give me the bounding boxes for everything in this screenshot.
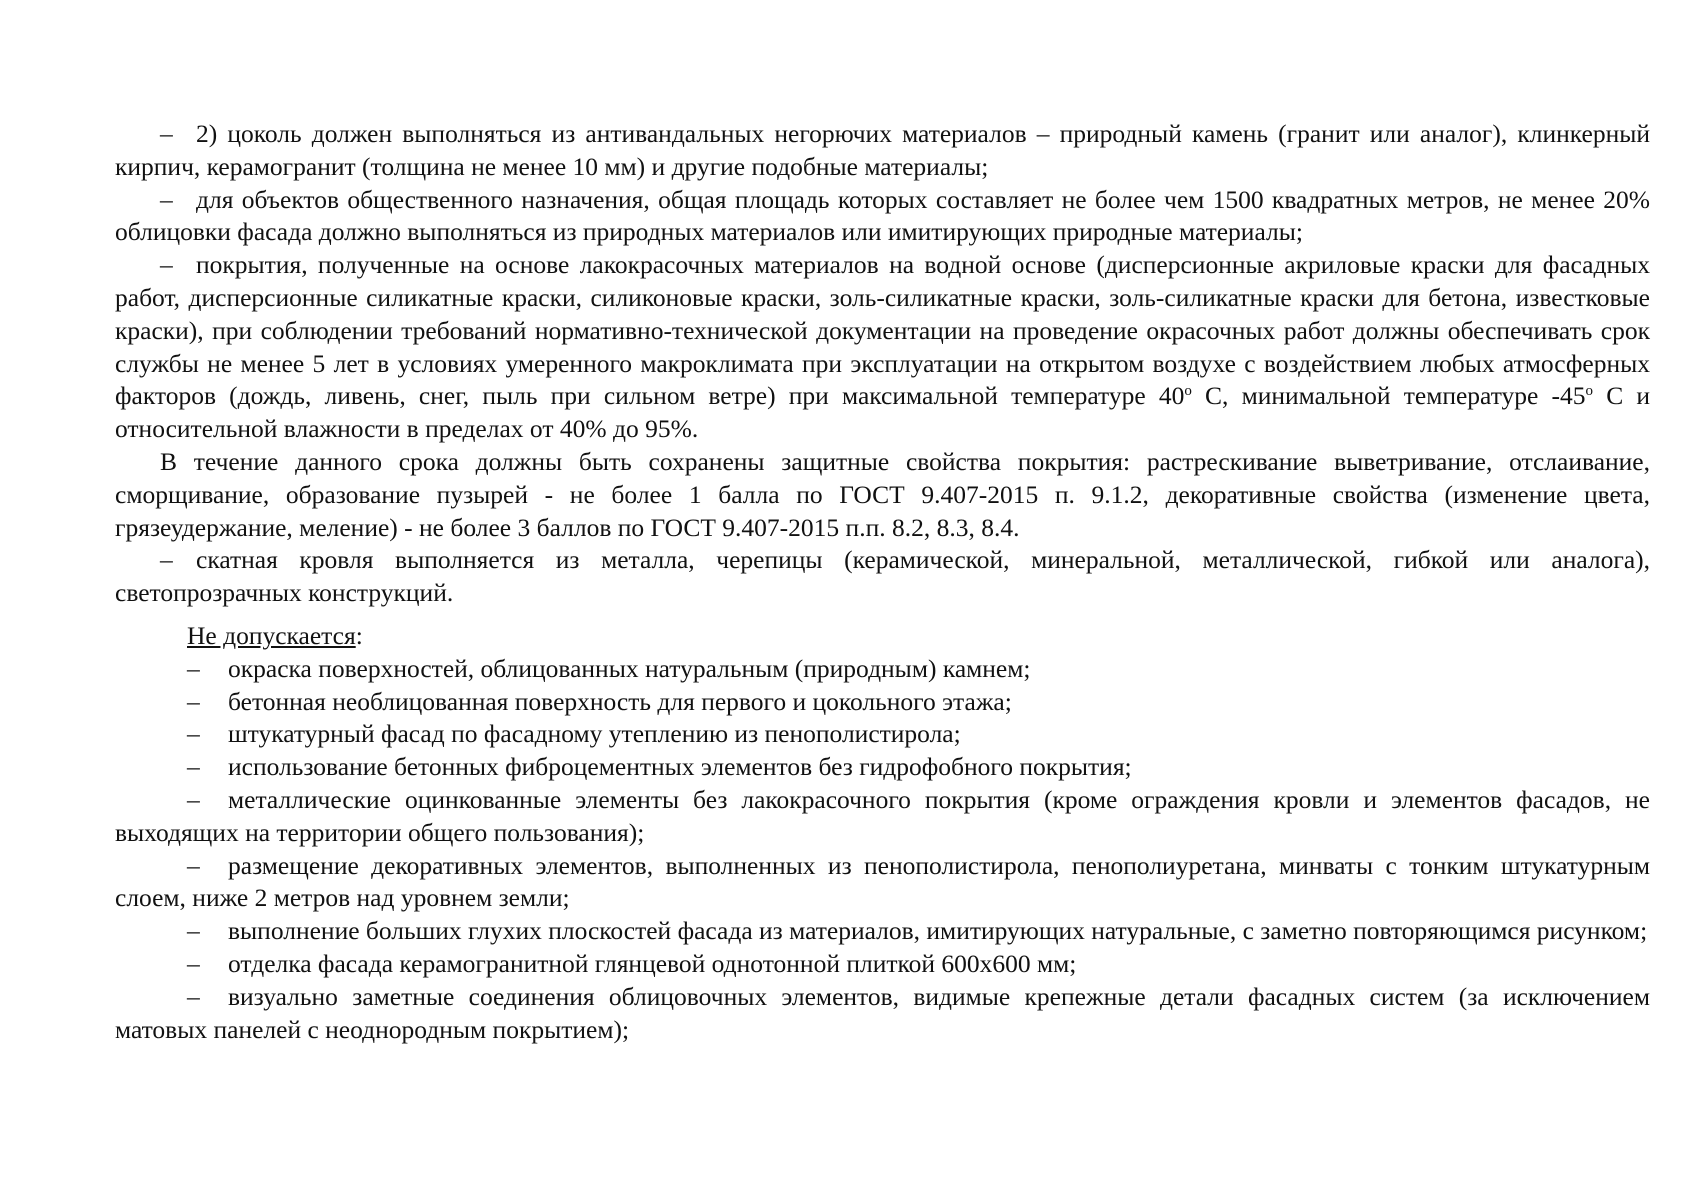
dash-marker: – bbox=[187, 916, 200, 946]
list-item-text: для объектов общественного назначения, общая площадь которых составляет не более чем 1500 квадратных метров, не менее 20% облицовки фасада должно выполняться из природных материалов или имитирующих природные материалы; bbox=[115, 184, 1650, 247]
list-item-text: отделка фасада керамогранитной глянцевой однотонной плиткой 600х600 мм; bbox=[228, 948, 1077, 978]
list-item bbox=[115, 751, 1650, 784]
dash-marker: – bbox=[160, 545, 173, 575]
list-item bbox=[115, 948, 1650, 981]
paragraph-retention: В течение данного срока должны быть сохранены защитные свойства покрытия: растрескивание выветривание, отслаивание, сморщивание, образование пузырей - не более 1 балла по ГОСТ 9.407-2015 п. 9.1.2, декоративные свойства (изменение цвета, грязеудержание, меление) - не более 3 баллов по ГОСТ 9.407-2015 п.п. 8.2, 8.3, 8.4. bbox=[115, 446, 1650, 542]
list-item bbox=[115, 981, 1650, 1047]
dash-marker: – bbox=[187, 981, 200, 1011]
list-item-coatings bbox=[115, 249, 1650, 446]
list-item-text: использование бетонных фиброцементных элементов без гидрофобного покрытия; bbox=[228, 752, 1132, 782]
degree-symbol: o bbox=[1585, 383, 1594, 400]
not-allowed-list bbox=[115, 653, 1650, 1047]
list-item-roof bbox=[115, 544, 1650, 610]
dash-marker: – bbox=[160, 250, 173, 280]
list-item-text: скатная кровля выполняется из металла, черепицы (керамической, минеральной, металлической, гибкой или аналога), светопрозрачных конструкций. bbox=[115, 545, 1650, 608]
not-allowed-heading bbox=[115, 620, 1650, 653]
dash-marker: – bbox=[187, 948, 200, 978]
dash-marker: – bbox=[160, 119, 173, 148]
dash-marker: – bbox=[187, 719, 200, 749]
list-item bbox=[115, 718, 1650, 751]
list-item bbox=[115, 784, 1650, 850]
dash-marker: – bbox=[187, 686, 200, 716]
list-item-text: окраска поверхностей, облицованных натуральным (природным) камнем; bbox=[228, 653, 1031, 683]
list-item-text: С и относительной влажности в пределах от 40% до 95%. bbox=[115, 381, 1651, 444]
dash-marker: – bbox=[187, 752, 200, 782]
list-item-text: размещение декоративных элементов, выполненных из пенополистирола, пенополиуретана, минваты с тонким штукатурным слоем, ниже 2 метров над уровнем земли; bbox=[115, 850, 1650, 913]
list-item-text: визуально заметные соединения облицовочных элементов, видимые крепежные детали фасадных систем (за исключением матовых панелей с неоднородным покрытием); bbox=[115, 981, 1650, 1044]
list-item-text: штукатурный фасад по фасадному утеплению из пенополистирола; bbox=[228, 719, 961, 749]
list-item-plinth bbox=[115, 118, 1650, 184]
list-item bbox=[115, 653, 1650, 686]
list-item-text: покрытия, полученные на основе лакокрасочных материалов на водной основе (дисперсионные акриловые краски для фасадных работ, дисперсионные силикатные краски, силиконовые краски, золь-силикатные краски, золь-силикатные краски для бетона, известковые краски), при соблюдении требований нормативно-технической документации на проведение окрасочных работ должны обеспечивать срок службы не менее 5 лет в условиях умеренного макроклимата при эксплуатации на открытом воздухе с воздействием любых атмосферных факторов (дождь, ливень, снег, пыль при сильном ветре) при максимальной температуре 40 bbox=[115, 250, 1650, 411]
heading-colon: : bbox=[355, 620, 363, 650]
list-item bbox=[115, 915, 1650, 948]
list-item-text: бетонная необлицованная поверхность для первого и цокольного этажа; bbox=[228, 686, 1012, 716]
dash-marker: – bbox=[187, 653, 200, 683]
dash-marker: – bbox=[187, 850, 200, 880]
document-body bbox=[115, 118, 1650, 1046]
list-item-public-buildings bbox=[115, 184, 1650, 250]
dash-marker: – bbox=[187, 784, 200, 814]
list-item bbox=[115, 850, 1650, 916]
dash-marker: – bbox=[160, 184, 173, 214]
degree-symbol: o bbox=[1184, 383, 1192, 400]
list-item-text: 2) цоколь должен выполняться из антивандальных негорючих материалов – природный камень (гранит или аналог), клинкерный кирпич, керамогранит (толщина не менее 10 мм) и другие подобные материалы; bbox=[115, 119, 1650, 181]
not-allowed-heading-text: Не допускается bbox=[187, 620, 356, 650]
list-item-text: металлические оцинкованные элементы без лакокрасочного покрытия (кроме ограждения кровли и элементов фасадов, не выходящих на территории общего пользования); bbox=[115, 784, 1650, 847]
list-item bbox=[115, 686, 1650, 719]
list-item-text: С, минимальной температуре -45 bbox=[1191, 381, 1586, 411]
list-item-text: выполнение больших глухих плоскостей фасада из материалов, имитирующих натуральные, с заметно повторяющимся рисунком; bbox=[228, 916, 1648, 946]
